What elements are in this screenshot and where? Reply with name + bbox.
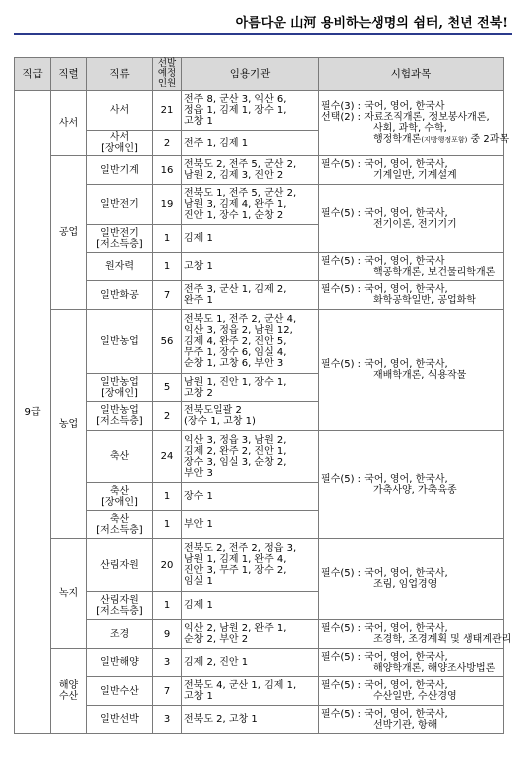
count-cell: 1 xyxy=(153,511,182,539)
table-row xyxy=(15,156,504,185)
agency-cell: 익산 2, 남원 2, 완주 1, 순창 2, 부안 2 xyxy=(182,620,319,649)
header-series: 직렬 xyxy=(51,58,87,91)
count-cell: 19 xyxy=(153,185,182,225)
class-cell: 축산 xyxy=(87,431,153,483)
header-divider xyxy=(14,33,512,35)
table-row xyxy=(15,620,504,649)
agency-cell: 전주 8, 군산 3, 익산 6, 정읍 1, 김제 1, 장수 1, 고창 1 xyxy=(182,91,319,131)
count-cell: 16 xyxy=(153,156,182,185)
count-cell: 3 xyxy=(153,706,182,734)
count-cell: 7 xyxy=(153,281,182,310)
series-cell: 농업 xyxy=(51,310,87,539)
agency-cell: 김제 1 xyxy=(182,225,319,253)
subjects-cell: 필수(5) : 국어, 영어, 한국사, 조림, 임업경영 xyxy=(319,539,504,620)
count-cell: 1 xyxy=(153,483,182,511)
subjects-cell: 필수(5) : 국어, 영어, 한국사, 조경학, 조경계획 및 생태계관리 xyxy=(319,620,504,649)
agency-cell: 전주 1, 김제 1 xyxy=(182,131,319,156)
class-cell: 일반해양 xyxy=(87,649,153,677)
count-cell: 7 xyxy=(153,677,182,706)
class-cell: 일반전기 xyxy=(87,185,153,225)
agency-cell: 부안 1 xyxy=(182,511,319,539)
count-cell: 3 xyxy=(153,649,182,677)
count-cell: 2 xyxy=(153,402,182,431)
header-subjects: 시험과목 xyxy=(319,58,504,91)
subjects-cell: 필수(5) : 국어, 영어, 한국사, 가축사양, 가축육종 xyxy=(319,431,504,539)
class-cell: 일반농업 xyxy=(87,310,153,374)
table-row xyxy=(15,281,504,310)
table-row xyxy=(15,91,504,131)
subjects-cell: 필수(5) : 국어, 영어, 한국사, 해양학개론, 해양조사방법론 xyxy=(319,649,504,677)
header-grade: 직급 xyxy=(15,58,51,91)
agency-cell: 전북도 2, 전주 2, 정읍 3, 남원 1, 김제 1, 완주 4, 진안 3, 무주 1, 장수 2, 임실 1 xyxy=(182,539,319,592)
page-header xyxy=(0,0,516,40)
class-cell: 축산 [저소득층] xyxy=(87,511,153,539)
subjects-cell: 필수(5) : 국어, 영어, 한국사, 화학공학일반, 공업화학 xyxy=(319,281,504,310)
agency-cell: 고창 1 xyxy=(182,253,319,281)
count-cell: 9 xyxy=(153,620,182,649)
table-row xyxy=(15,677,504,706)
count-cell: 21 xyxy=(153,91,182,131)
agency-cell: 남원 1, 진안 1, 장수 1, 고창 2 xyxy=(182,374,319,402)
subjects-cell: 필수(5) : 국어, 영어, 한국사 핵공학개론, 보건물리학개론 xyxy=(319,253,504,281)
agency-cell: 전북도일괄 2 (장수 1, 고창 1) xyxy=(182,402,319,431)
table-row xyxy=(15,185,504,225)
table-row xyxy=(15,649,504,677)
count-cell: 2 xyxy=(153,131,182,156)
class-cell: 일반전기 [저소득층] xyxy=(87,225,153,253)
agency-cell: 전북도 2, 고창 1 xyxy=(182,706,319,734)
agency-cell: 김제 2, 진안 1 xyxy=(182,649,319,677)
table-row xyxy=(15,253,504,281)
class-cell: 일반화공 xyxy=(87,281,153,310)
subjects-cell: 필수(5) : 국어, 영어, 한국사, 전기이론, 전기기기 xyxy=(319,185,504,253)
class-cell: 산림자원 xyxy=(87,539,153,592)
subjects-cell: 필수(5) : 국어, 영어, 한국사, 기계일반, 기계설계 xyxy=(319,156,504,185)
count-cell: 5 xyxy=(153,374,182,402)
agency-cell: 김제 1 xyxy=(182,592,319,620)
count-cell: 56 xyxy=(153,310,182,374)
agency-cell: 전북도 1, 전주 2, 군산 4, 익산 3, 정읍 2, 남원 12, 김제 4, 완주 2, 진안 5, 무주 1, 장수 6, 임실 4, 순창 1, 고창 6, 부안 3 xyxy=(182,310,319,374)
series-cell: 녹지 xyxy=(51,539,87,649)
agency-cell: 전북도 2, 전주 5, 군산 2, 남원 2, 김제 3, 진안 2 xyxy=(182,156,319,185)
header-class: 직류 xyxy=(87,58,153,91)
header-count: 선발 예정 인원 xyxy=(153,58,182,91)
class-cell: 산림자원 [저소득층] xyxy=(87,592,153,620)
page-title: 아름다운 山河 용비하는생명의 쉼터, 천년 전북! xyxy=(235,16,508,31)
series-cell: 공업 xyxy=(51,156,87,310)
class-cell: 일반선박 xyxy=(87,706,153,734)
class-cell: 일반농업 [장애인] xyxy=(87,374,153,402)
header-agency: 임용기관 xyxy=(182,58,319,91)
subjects-cell: 필수(3) : 국어, 영어, 한국사 선택(2) : 자료조직개론, 정보봉사개론, 사회, 과학, 수학, 행정학개론(지방행정포함) 중 2과목 xyxy=(319,91,504,156)
class-cell: 일반농업 [저소득층] xyxy=(87,402,153,431)
subjects-cell: 필수(5) : 국어, 영어, 한국사, 수산일반, 수산경영 xyxy=(319,677,504,706)
count-cell: 20 xyxy=(153,539,182,592)
agency-cell: 전북도 1, 전주 5, 군산 2, 남원 3, 김제 4, 완주 1, 진안 1, 장수 1, 순창 2 xyxy=(182,185,319,225)
class-cell: 원자력 xyxy=(87,253,153,281)
table-row xyxy=(15,539,504,592)
class-cell: 사서 xyxy=(87,91,153,131)
count-cell: 24 xyxy=(153,431,182,483)
grade-cell: 9급 xyxy=(15,91,51,734)
table-row xyxy=(15,431,504,483)
class-cell: 축산 [장애인] xyxy=(87,483,153,511)
count-cell: 1 xyxy=(153,592,182,620)
agency-cell: 전북도 4, 군산 1, 김제 1, 고창 1 xyxy=(182,677,319,706)
count-cell: 1 xyxy=(153,253,182,281)
table-row xyxy=(15,706,504,734)
series-cell: 사서 xyxy=(51,91,87,156)
agency-cell: 장수 1 xyxy=(182,483,319,511)
agency-cell: 익산 3, 정읍 3, 남원 2, 김제 2, 완주 2, 진안 1, 장수 3, 임실 3, 순창 2, 부안 3 xyxy=(182,431,319,483)
subjects-cell: 필수(5) : 국어, 영어, 한국사, 재배학개론, 식용작물 xyxy=(319,310,504,431)
subjects-cell: 필수(5) : 국어, 영어, 한국사, 선박기관, 항해 xyxy=(319,706,504,734)
series-cell: 해양 수산 xyxy=(51,649,87,734)
class-cell: 일반기계 xyxy=(87,156,153,185)
count-cell: 1 xyxy=(153,225,182,253)
recruitment-table xyxy=(14,57,512,734)
table-header-row xyxy=(15,58,504,91)
agency-cell: 전주 3, 군산 1, 김제 2, 완주 1 xyxy=(182,281,319,310)
class-cell: 조경 xyxy=(87,620,153,649)
class-cell: 사서 [장애인] xyxy=(87,131,153,156)
class-cell: 일반수산 xyxy=(87,677,153,706)
table-row xyxy=(15,310,504,374)
